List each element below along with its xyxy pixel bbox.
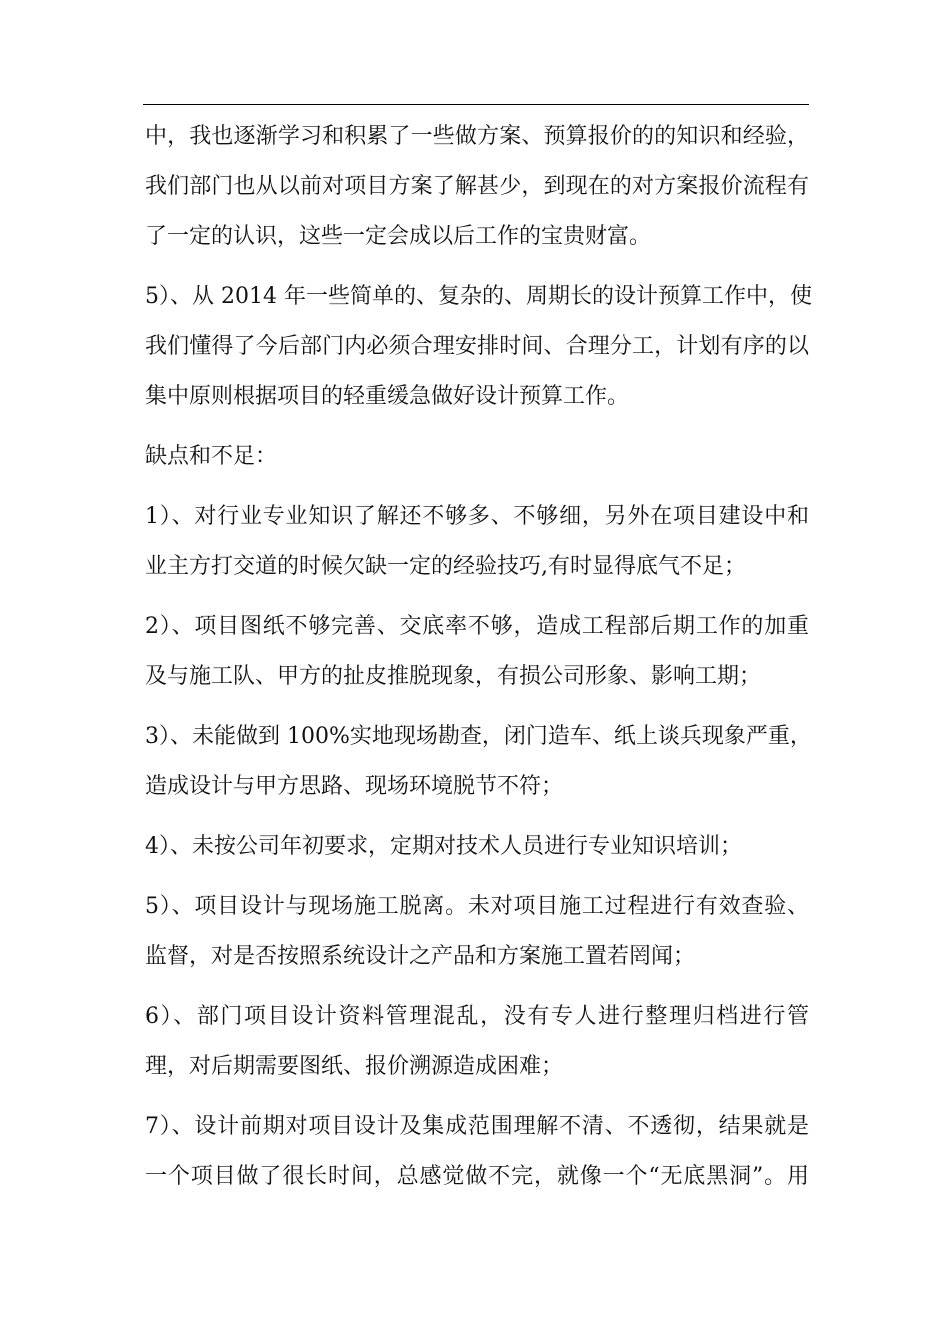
text-line: 6）、部门项目设计资料管理混乱，没有专人进行整理归档进行管 — [145, 1004, 809, 1029]
text-line: 2）、项目图纸不够完善、交底率不够，造成工程部后期工作的加重 — [145, 614, 809, 639]
paragraph — [145, 492, 809, 592]
text-line: 3）、未能做到 100%实地现场勘查，闭门造车、纸上谈兵现象严重， — [145, 724, 812, 749]
text-line: 我们部门也从以前对项目方案了解甚少，到现在的对方案报价流程有 — [145, 174, 809, 199]
section-heading — [145, 432, 809, 482]
text-line: 监督，对是否按照系统设计之产品和方案施工置若罔闻； — [145, 944, 696, 969]
document-body — [145, 112, 812, 1212]
text-line: 及与施工队、甲方的扯皮推脱现象，有损公司形象、影响工期； — [145, 664, 762, 689]
text-line: 集中原则根据项目的轻重缓急做好设计预算工作。 — [145, 384, 630, 409]
text-line: 理，对后期需要图纸、报价溯源造成困难； — [145, 1054, 564, 1079]
text-line: 5）、项目设计与现场施工脱离。未对项目施工过程进行有效查验、 — [145, 894, 809, 919]
text-line: 5）、从 2014 年一些简单的、复杂的、周期长的设计预算工作中，使 — [145, 284, 812, 309]
text-line: 了一定的认识，这些一定会成以后工作的宝贵财富。 — [145, 224, 652, 249]
text-line: 造成设计与甲方思路、现场环境脱节不符； — [145, 774, 564, 799]
paragraph — [145, 272, 812, 422]
paragraph — [145, 992, 809, 1092]
text-line: 7）、设计前期对项目设计及集成范围理解不清、不透彻，结果就是 — [145, 1114, 809, 1139]
text-line: 1）、对行业专业知识了解还不够多、不够细，另外在项目建设中和 — [145, 504, 809, 529]
paragraph — [145, 112, 809, 262]
text-line: 中，我也逐渐学习和积累了一些做方案、预算报价的的知识和经验， — [145, 124, 809, 149]
header-rule — [143, 104, 809, 105]
text-line: 我们懂得了今后部门内必须合理安排时间、合理分工，计划有序的以 — [145, 334, 809, 359]
text-line: 业主方打交道的时候欠缺一定的经验技巧,有时显得底气不足； — [145, 554, 746, 579]
paragraph — [145, 602, 809, 702]
paragraph — [145, 822, 809, 872]
paragraph — [145, 882, 809, 982]
text-line: 缺点和不足： — [145, 444, 278, 469]
paragraph — [145, 1102, 809, 1202]
text-line: 一个项目做了很长时间，总感觉做不完，就像一个“无底黑洞”。用 — [145, 1164, 809, 1189]
text-line: 4）、未按公司年初要求，定期对技术人员进行专业知识培训； — [145, 834, 742, 859]
paragraph — [145, 712, 812, 812]
